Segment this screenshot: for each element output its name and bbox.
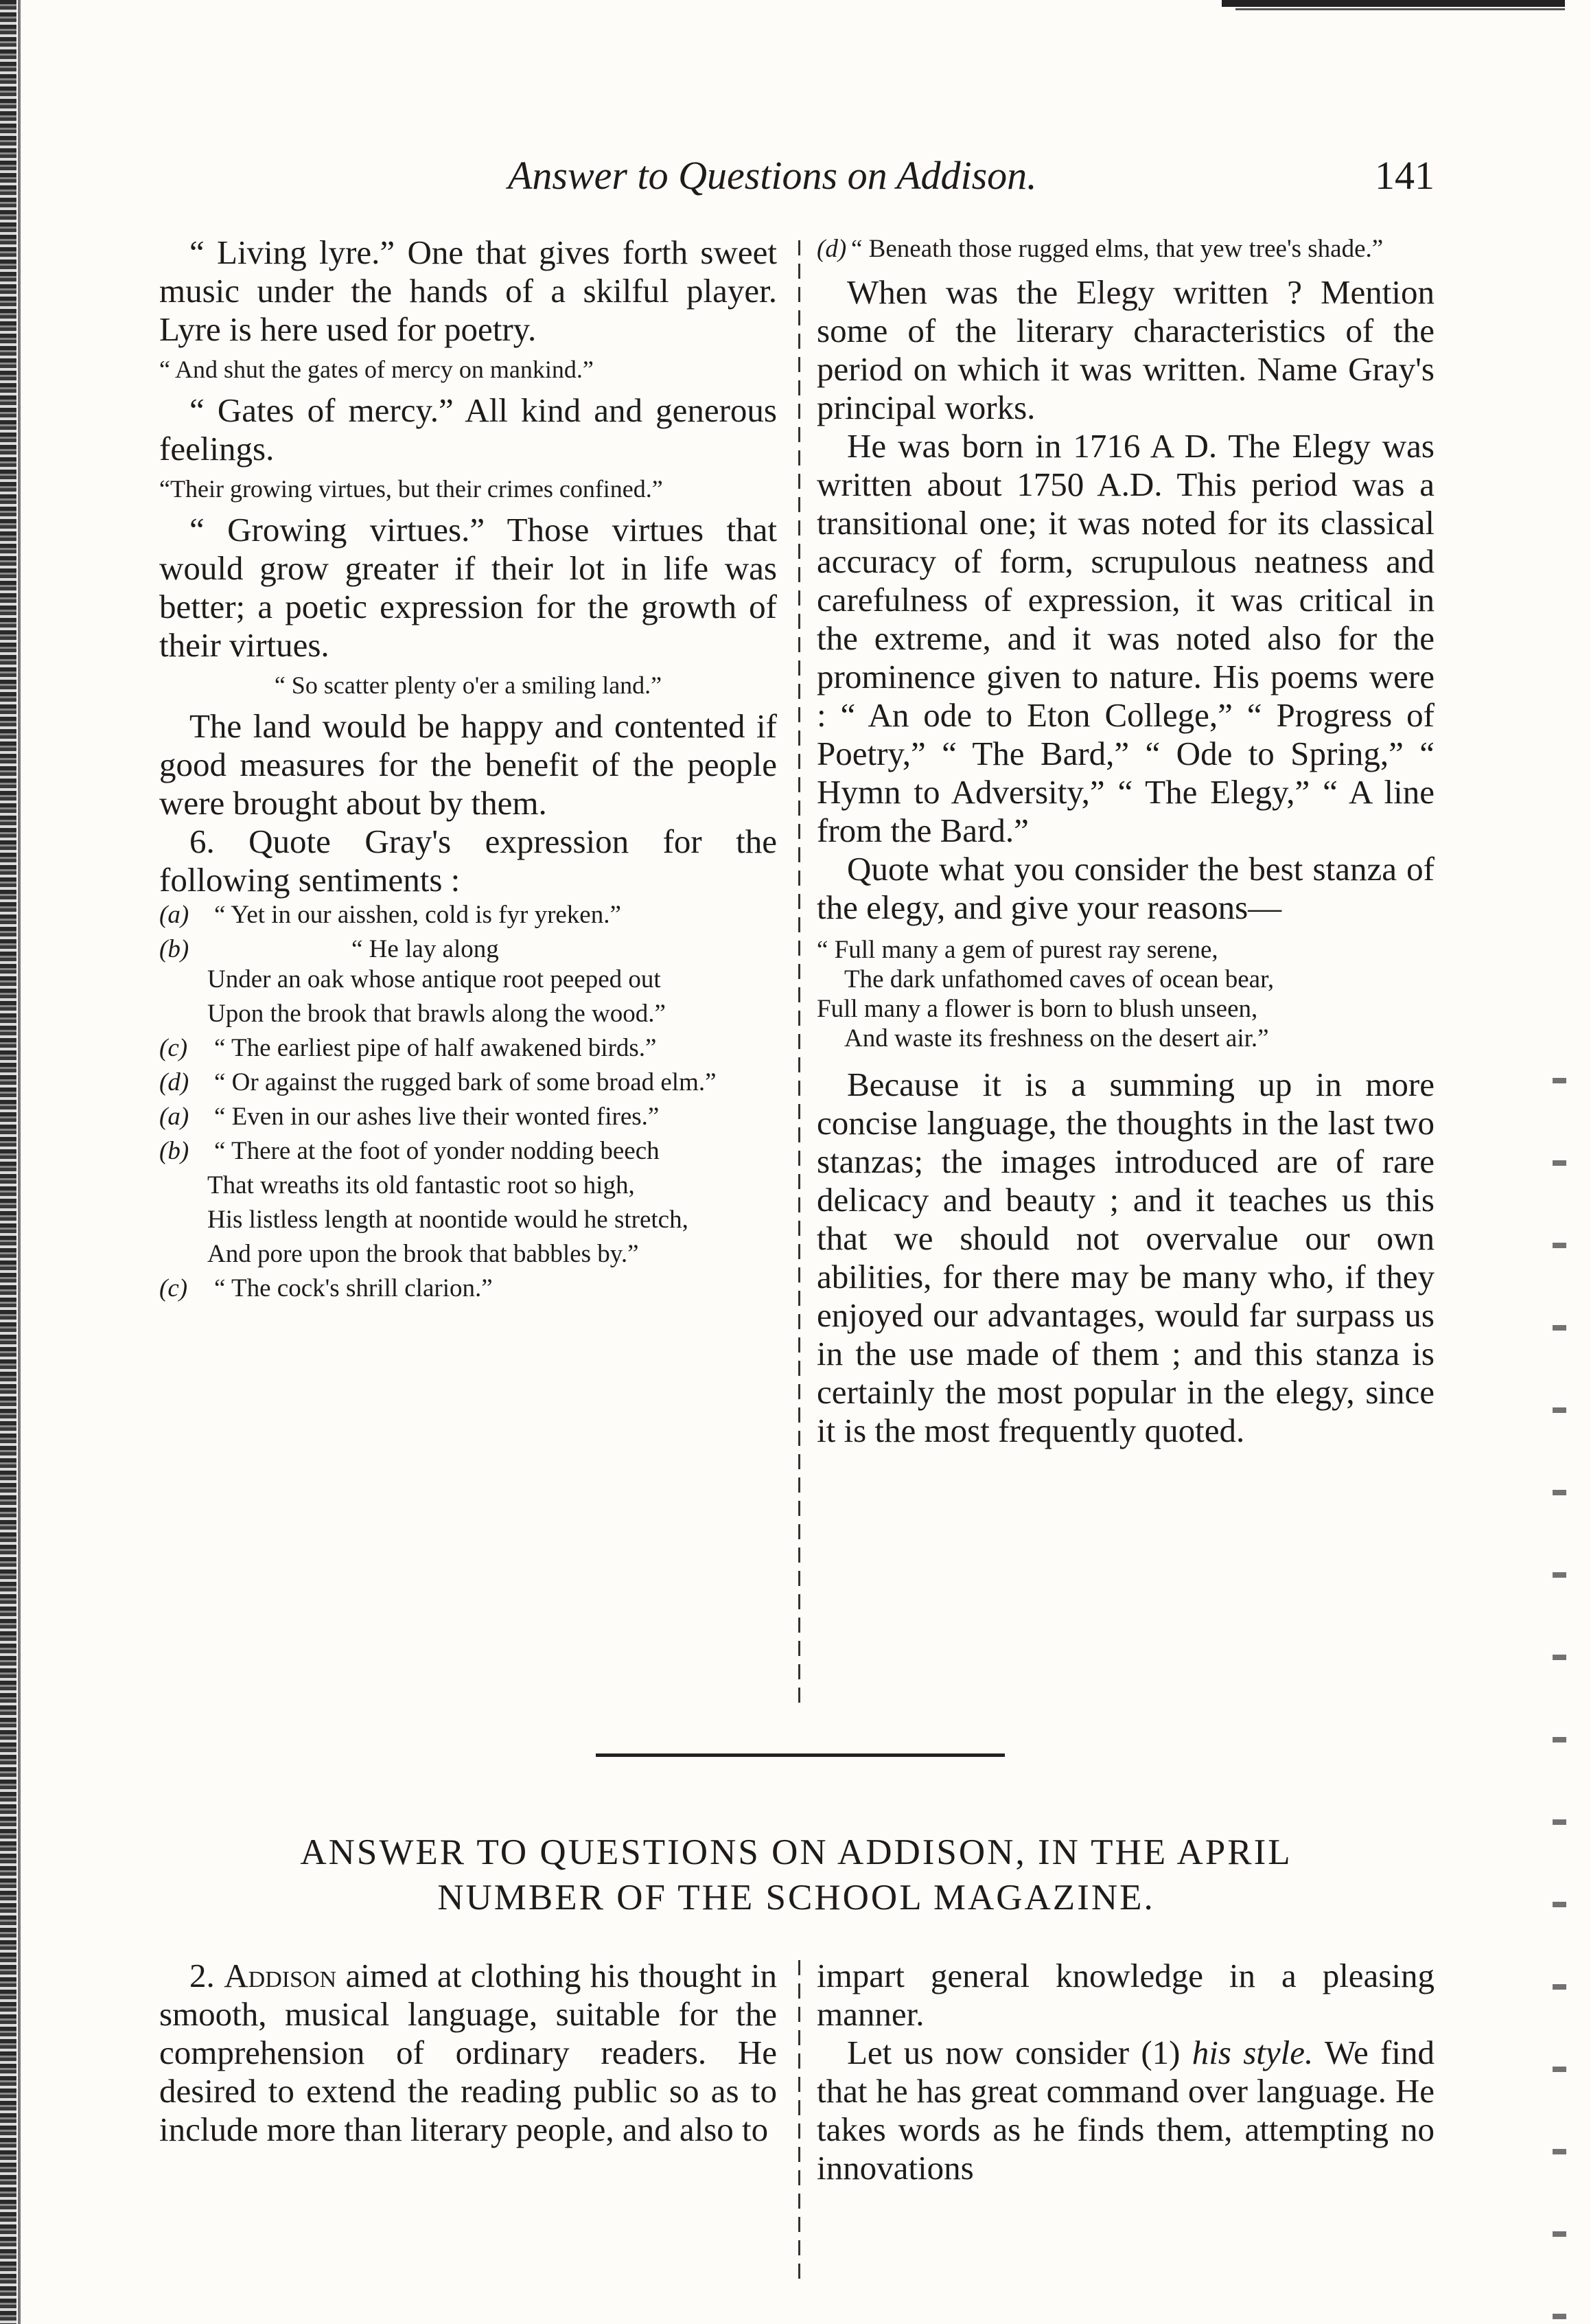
quote-gates-of-mercy: “ And shut the gates of mercy on mankind.” (159, 356, 594, 383)
section-divider-rule (596, 1753, 1005, 1757)
item-text: “ Yet in our aisshen, cold is fyr yreken.” (214, 901, 621, 929)
item-label: (a) (159, 1103, 189, 1131)
item-label: (c) (159, 1274, 188, 1302)
question-elegy-written: When was the Elegy written ? Mention some of the literary characteristics of the period on which it was written. Name Gray's principal works. (817, 273, 1435, 426)
list-item (817, 235, 1435, 264)
sentiment-d-item (817, 235, 1435, 264)
section-heading-line-1: ANSWER TO QUESTIONS ON ADDISON, IN THE APRIL (300, 1832, 1292, 1872)
section-heading (158, 1830, 1435, 1920)
item-text: “ The cock's shrill clarion.” (214, 1274, 493, 1302)
paragraph-gray-born: He was born in 1716 A D. The Elegy was written about 1750 A.D. This period was a transitional one; it was noted for its classical accuracy of form, scrupulous neatness and carefulness of expression, it was critical in the extreme, and it was noted also for the prominence given to nature. His poems were : “ An ode to Eton College,” “ Progress of Poetry,” “ The Bard,” “ Ode to Spring,” “ Hymn to Adversity,” “ The Elegy,” “ A line from the Bard.” (817, 427, 1435, 849)
item-text: “ Even in our ashes live their wonted fires.” (214, 1103, 660, 1131)
item-label: (d) (817, 235, 847, 263)
right-margin-specks (1553, 1030, 1566, 2321)
section-heading-line-2: NUMBER OF THE SCHOOL MAGAZINE. (437, 1878, 1155, 1918)
paragraph-text: aimed at clothing his thought in smooth, musical language, suitable for the comprehension of ordinary readers. He desired to extend the reading public so as to include more than literary people, and also to (159, 1957, 778, 2148)
list-item (159, 901, 777, 930)
sentiments-list (159, 901, 777, 1303)
emphasis-his-style: his style. (1192, 2034, 1314, 2071)
paragraph-number: 2. (189, 1957, 215, 1994)
left-column-bottom (159, 1957, 777, 2149)
page-number: 141 (1375, 153, 1435, 198)
column-divider-top (798, 240, 800, 1710)
item-label: (b) (159, 1137, 189, 1165)
paragraph-growing-virtues: “ Growing virtues.” Those virtues that would grow greater if their lot in life was better; a poetic expression for the growth of their virtues. (159, 511, 777, 664)
quote-growing-virtues: “Their growing virtues, but their crimes confined.” (159, 475, 663, 503)
paragraph-living-lyre: “ Living lyre.” One that gives forth sweet music under the hands of a skilful player. Lyre is here used for poetry. (159, 233, 777, 348)
running-title: Answer to Questions on Addison. (508, 153, 1037, 198)
stanza-line: “ Full many a gem of purest ray serene, (817, 936, 1218, 964)
list-item (159, 1068, 777, 1097)
item-label: (a) (159, 901, 189, 929)
item-text: Under an oak whose antique root peeped out (207, 965, 661, 993)
right-column-top (817, 233, 1435, 1450)
paragraph-rest: We find that he has great command over language. He takes words as he finds them, attempting no innovations (817, 2034, 1435, 2187)
item-text: Upon the brook that brawls along the wood.” (207, 1000, 666, 1028)
paragraph-gates-of-mercy: “ Gates of mercy.” All kind and generous feelings. (159, 391, 777, 468)
paragraph-his-style (817, 2034, 1435, 2187)
item-label: (d) (159, 1068, 189, 1096)
item-label: (c) (159, 1034, 188, 1062)
paragraph-smiling-land: The land would be happy and contented if good measures for the benefit of the people were brought about by them. (159, 707, 777, 822)
item-text: “ The earliest pipe of half awakened birds.” (214, 1034, 657, 1062)
page-binding-shadow (18, 0, 21, 2324)
paragraph-addison-aim (159, 1957, 777, 2149)
list-item (159, 1240, 777, 1269)
stanza-line: The dark unfathomed caves of ocean bear, (844, 965, 1275, 993)
paragraph-start: Let us now consider (1) (847, 2034, 1181, 2071)
column-divider-bottom (798, 1960, 800, 2283)
item-text: “ He lay along (351, 935, 499, 963)
item-label: (b) (159, 935, 189, 963)
top-edge-rule-thin (1235, 8, 1565, 10)
item-text: And pore upon the brook that babbles by.” (207, 1240, 639, 1268)
running-head (158, 152, 1435, 207)
list-item (159, 1103, 777, 1131)
stanza-line: And waste its freshness on the desert air.” (844, 1024, 1269, 1052)
item-text: “ Beneath those rugged elms, that yew tree's shade.” (851, 235, 1384, 263)
question-best-stanza: Quote what you consider the best stanza of the elegy, and give your reasons— (817, 850, 1435, 926)
list-item (159, 1171, 777, 1200)
item-text: That wreaths its old fantastic root so high, (207, 1171, 635, 1199)
paragraph-stanza-reasons: Because it is a summing up in more concise language, the thoughts in the last two stanzas; the images introduced are of rare delicacy and beauty ; and it teaches us this that we should not overvalue our own abilities, for there may be many who, if they enjoyed our advantages, would far surpass us in the use made of them ; and this stanza is certainly the most popular in the elegy, since it is the most frequently quoted. (817, 1066, 1435, 1449)
stanza-line: Full many a flower is born to blush unseen, (817, 995, 1258, 1023)
top-edge-rule (1222, 0, 1565, 7)
list-item (159, 1206, 777, 1234)
page-binding-edge (0, 0, 16, 2324)
item-text: “ Or against the rugged bark of some broad elm.” (214, 1068, 717, 1096)
right-column-bottom (817, 1957, 1435, 2187)
paragraph-lead-word: Addison (224, 1957, 337, 1994)
list-item (159, 965, 777, 994)
list-item (159, 1137, 777, 1166)
quote-scatter-plenty: “ So scatter plenty o'er a smiling land.” (274, 671, 662, 699)
paragraph-continuation: impart general knowledge in a pleasing manner. (817, 1957, 1435, 2033)
list-item (159, 1000, 777, 1028)
question-6: 6. Quote Gray's expression for the following sentiments : (159, 822, 777, 899)
list-item (159, 1274, 777, 1303)
stanza-quote (817, 935, 1435, 1053)
list-item (159, 1034, 777, 1063)
item-text: “ There at the foot of yonder nodding beech (214, 1137, 660, 1165)
list-item (159, 935, 777, 964)
item-text: His listless length at noontide would he stretch, (207, 1206, 688, 1234)
left-column-top (159, 233, 777, 1309)
